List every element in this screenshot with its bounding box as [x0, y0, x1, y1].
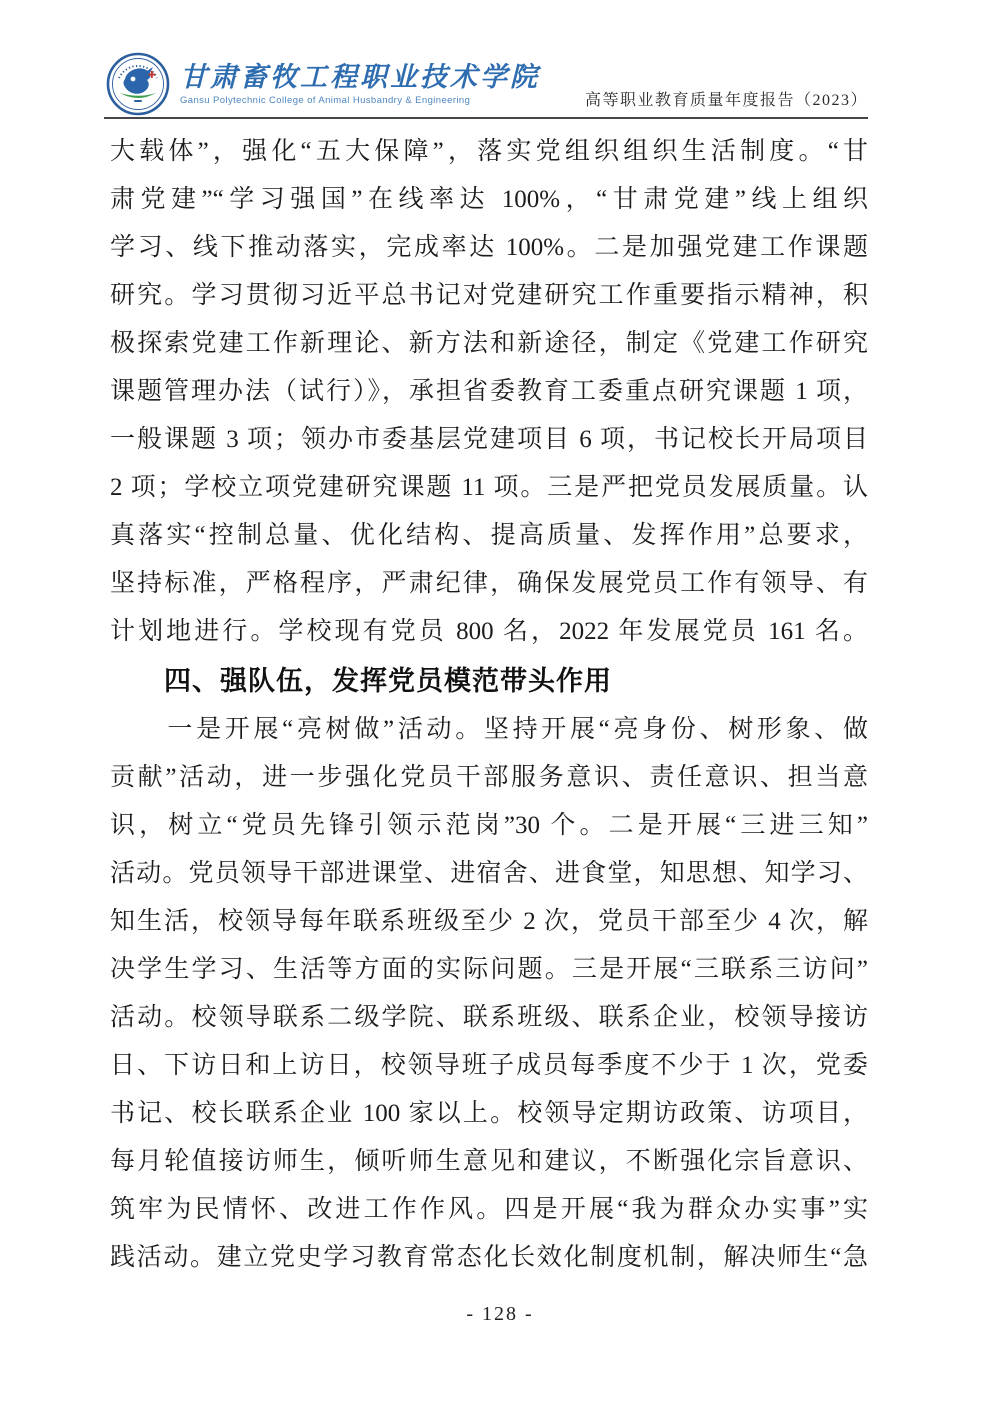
- text-line: 计划地进行。学校现有党员 800 名，2022 年发展党员 161 名。: [110, 618, 868, 645]
- college-name-en: Gansu Polytechnic College of Animal Husbandry & Engineering: [180, 95, 471, 107]
- college-name-block: [180, 62, 540, 106]
- report-title: 高等职业教育质量年度报告（2023）: [584, 92, 868, 109]
- paragraph-2: [110, 706, 868, 1282]
- text-line: 识，树立“党员先锋引领示范岗”30 个。二是开展“三进三知”: [110, 812, 868, 839]
- section-heading: 四、强队伍，发挥党员模范带头作用: [164, 666, 612, 696]
- text-line: 真落实“控制总量、优化结构、提高质量、发挥作用”总要求，: [110, 522, 868, 549]
- text-line: 坚持标准，严格程序，严肃纪律，确保发展党员工作有领导、有: [110, 570, 868, 597]
- text-line: 研究。学习贯彻习近平总书记对党建研究工作重要指示精神，积: [110, 282, 868, 309]
- college-logo: [106, 52, 540, 116]
- text-line: 知生活，校领导每年联系班级至少 2 次，党员干部至少 4 次，解: [110, 908, 868, 935]
- text-line: 极探索党建工作新理论、新方法和新途径，制定《党建工作研究: [110, 330, 868, 357]
- text-line: 书记、校长联系企业 100 家以上。校领导定期访政策、访项目，: [110, 1100, 868, 1127]
- text-line: 2 项；学校立项党建研究课题 11 项。三是严把党员发展质量。认: [110, 474, 868, 501]
- page-footer: [0, 1303, 1000, 1326]
- text-line: 每月轮值接访师生，倾听师生意见和建议，不断强化宗旨意识、: [110, 1148, 868, 1175]
- text-line: 筑牢为民情怀、改进工作作风。四是开展“我为群众办实事”实: [110, 1196, 868, 1223]
- page-number: - 128 -: [466, 1303, 534, 1325]
- text-line: 活动。校领导联系二级学院、联系班级、联系企业，校领导接访: [110, 1004, 868, 1031]
- document-body: [110, 128, 868, 1282]
- college-seal-icon: [106, 52, 170, 116]
- text-line: 日、下访日和上访日，校领导班子成员每季度不少于 1 次，党委: [110, 1052, 868, 1079]
- text-line: 大载体”，强化“五大保障”，落实党组织组织生活制度。“甘: [110, 138, 868, 165]
- text-line: 贡献”活动，进一步强化党员干部服务意识、责任意识、担当意: [110, 764, 868, 791]
- college-name-cn: 甘肃畜牧工程职业技术学院: [180, 61, 540, 92]
- text-line: 一是开展“亮树做”活动。坚持开展“亮身份、树形象、做: [110, 716, 868, 743]
- text-line: 践活动。建立党史学习教育常态化长效化制度机制，解决师生“急: [110, 1244, 868, 1271]
- header-rule: [104, 117, 868, 119]
- paragraph-1: [110, 128, 868, 656]
- text-line: 学习、线下推动落实，完成率达 100%。二是加强党建工作课题: [110, 234, 868, 261]
- text-line: 决学生学习、生活等方面的实际问题。三是开展“三联系三访问”: [110, 956, 868, 983]
- page-header: [106, 42, 868, 116]
- text-line: 一般课题 3 项；领办市委基层党建项目 6 项，书记校长开局项目: [110, 426, 868, 453]
- text-line: 活动。党员领导干部进课堂、进宿舍、进食堂，知思想、知学习、: [110, 860, 868, 887]
- text-line: 课题管理办法（试行）》，承担省委教育工委重点研究课题 1 项，: [110, 378, 868, 405]
- text-line: 肃党建”“学习强国”在线率达 100%，“甘肃党建”线上组织: [110, 186, 868, 213]
